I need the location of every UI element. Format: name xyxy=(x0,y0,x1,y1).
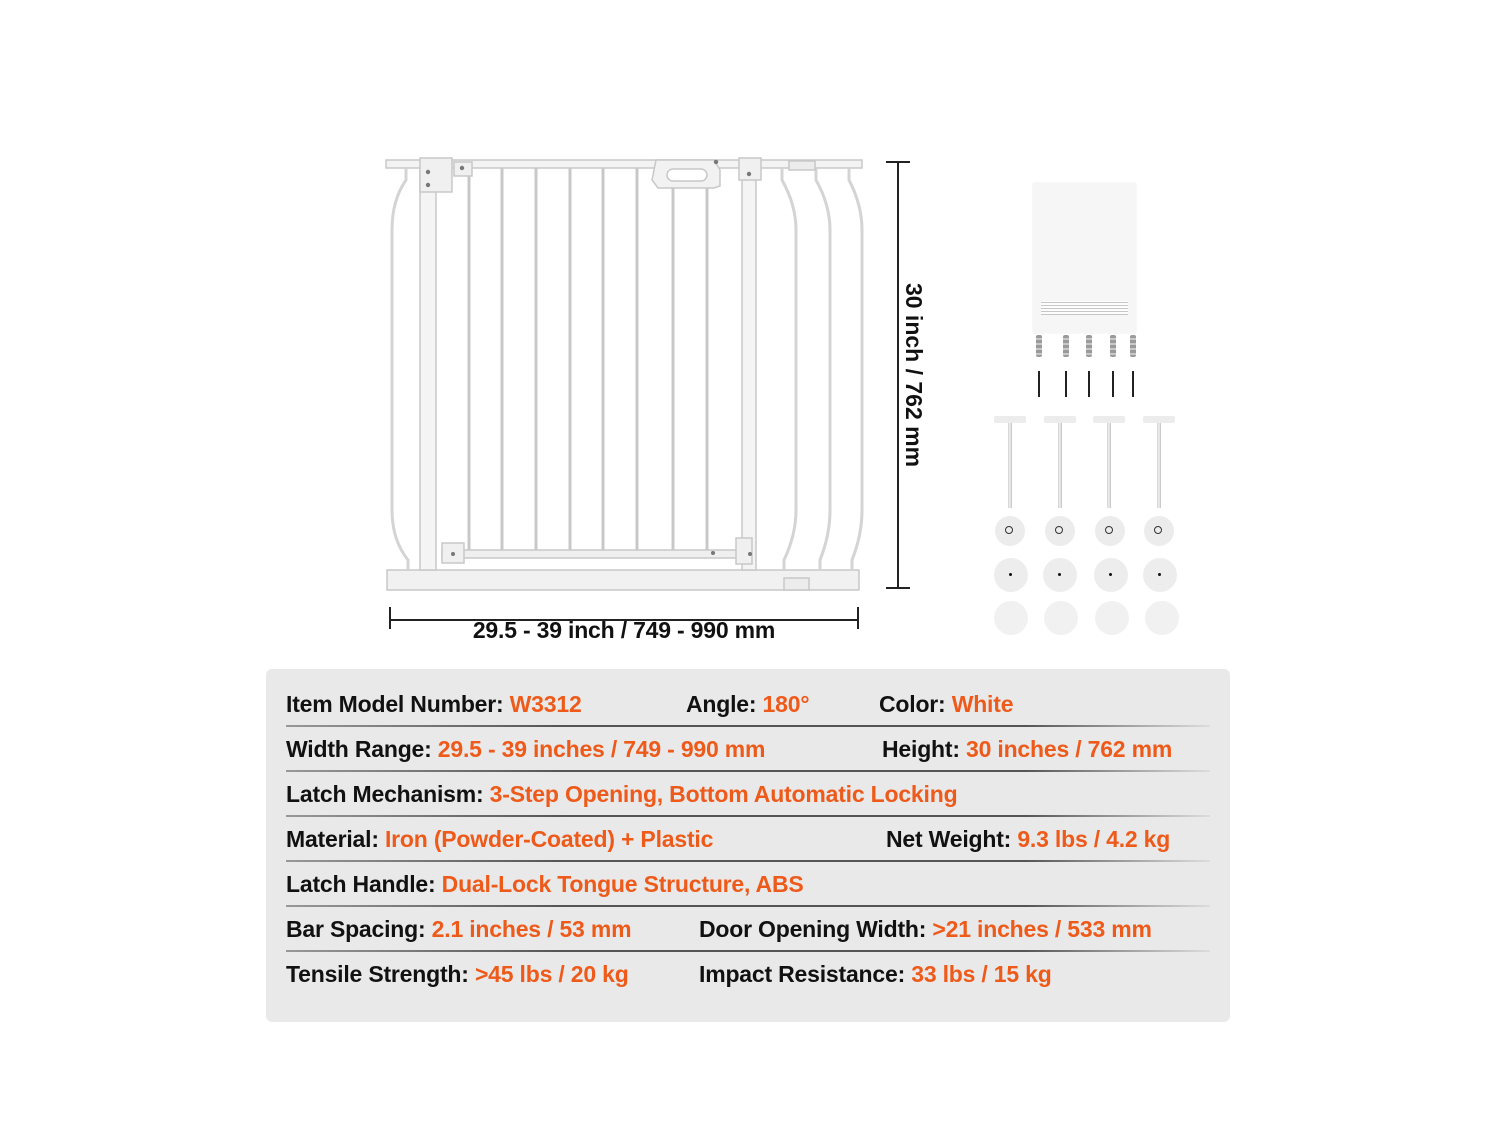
dimension-line xyxy=(897,161,899,589)
anchor-screw-icon xyxy=(1130,335,1136,397)
spec-label: Impact Resistance: xyxy=(699,961,912,987)
wall-pad-icon xyxy=(994,558,1028,592)
gate-drawing xyxy=(384,150,866,595)
spec-bar-spacing xyxy=(286,916,631,943)
wall-pad-icon xyxy=(1043,558,1077,592)
threaded-pin-icon xyxy=(1044,413,1076,508)
wall-anchors-and-screws xyxy=(1030,335,1150,405)
spec-label: Net Weight: xyxy=(886,826,1018,852)
spec-latch-handle xyxy=(286,871,804,898)
width-dimension-label: 29.5 - 39 inch / 749 - 990 mm xyxy=(472,617,776,643)
spec-value: 30 inches / 762 mm xyxy=(966,736,1173,762)
spec-model-number xyxy=(286,691,582,718)
threaded-pin-icon xyxy=(994,413,1026,508)
spec-value: 3-Step Opening, Bottom Automatic Locking xyxy=(489,781,958,807)
dimension-tick-top xyxy=(886,161,910,163)
spec-tensile-strength xyxy=(286,961,629,988)
spec-value: 180° xyxy=(762,691,810,717)
spec-color xyxy=(879,691,1013,718)
spec-door-opening-width xyxy=(699,916,1152,943)
spec-value: 33 lbs / 15 kg xyxy=(911,961,1052,987)
spec-row xyxy=(286,863,1216,907)
spec-value: White xyxy=(951,691,1014,717)
spec-label: Width Range: xyxy=(286,736,438,762)
spec-width-range xyxy=(286,736,765,763)
spec-value: 9.3 lbs / 4.2 kg xyxy=(1017,826,1171,852)
spec-value: 2.1 inches / 53 mm xyxy=(431,916,632,942)
spec-label: Tensile Strength: xyxy=(286,961,475,987)
anchor-screw-icon xyxy=(1036,335,1042,397)
spec-height xyxy=(882,736,1172,763)
spec-row xyxy=(286,953,1216,997)
spec-latch-mechanism xyxy=(286,781,957,808)
dimension-tick-bottom xyxy=(886,587,910,589)
spec-row xyxy=(286,773,1216,817)
threaded-pin-icon xyxy=(1093,413,1125,508)
cover-disc-icon xyxy=(994,601,1028,635)
spec-row xyxy=(286,908,1216,952)
spec-row xyxy=(286,818,1216,862)
spec-label: Height: xyxy=(882,736,966,762)
anchor-screw-icon xyxy=(1086,335,1092,397)
threaded-pins xyxy=(990,413,1190,508)
anchor-screw-icon xyxy=(1110,335,1116,397)
spec-label: Bar Spacing: xyxy=(286,916,432,942)
cover-disc-icon xyxy=(1095,601,1129,635)
row-divider xyxy=(286,950,1210,952)
spec-row xyxy=(286,683,1216,727)
row-divider xyxy=(286,725,1210,727)
row-divider xyxy=(286,815,1210,817)
spec-value: >45 lbs / 20 kg xyxy=(474,961,629,987)
cover-disc-icon xyxy=(1044,601,1078,635)
height-dimension-text: 30 inch / 762 mm xyxy=(901,282,927,468)
spec-value: Iron (Powder-Coated) + Plastic xyxy=(384,826,714,852)
row-divider xyxy=(286,860,1210,862)
threaded-pin-icon xyxy=(1143,413,1175,508)
spec-label: Item Model Number: xyxy=(286,691,510,717)
spec-value: >21 inches / 533 mm xyxy=(932,916,1152,942)
spec-angle xyxy=(686,691,809,718)
spec-label: Angle: xyxy=(686,691,763,717)
spec-value: Dual-Lock Tongue Structure, ABS xyxy=(441,871,804,897)
manual-text-lines xyxy=(1041,301,1128,315)
row-divider xyxy=(286,905,1210,907)
spec-row xyxy=(286,728,1216,772)
gear-disc-icon xyxy=(1045,516,1075,546)
gear-disc-icon xyxy=(995,516,1025,546)
anchor-screw-icon xyxy=(1063,335,1069,397)
row-divider xyxy=(286,770,1210,772)
gear-disc-icon xyxy=(1095,516,1125,546)
pads-and-discs xyxy=(990,512,1190,637)
specifications-panel xyxy=(266,669,1230,1022)
spec-label: Door Opening Width: xyxy=(699,916,933,942)
gear-disc-icon xyxy=(1144,516,1174,546)
spec-label: Material: xyxy=(286,826,385,852)
spec-label: Latch Handle: xyxy=(286,871,442,897)
spec-value: W3312 xyxy=(509,691,582,717)
cover-disc-icon xyxy=(1145,601,1179,635)
wall-pad-icon xyxy=(1094,558,1128,592)
spec-value: 29.5 - 39 inches / 749 - 990 mm xyxy=(437,736,766,762)
instruction-manual-image xyxy=(1033,183,1136,333)
spec-impact-resistance xyxy=(699,961,1052,988)
gate-illustration xyxy=(384,150,866,595)
spec-net-weight xyxy=(886,826,1170,853)
spec-label: Color: xyxy=(879,691,952,717)
wall-pad-icon xyxy=(1143,558,1177,592)
spec-label: Latch Mechanism: xyxy=(286,781,490,807)
spec-material xyxy=(286,826,713,853)
